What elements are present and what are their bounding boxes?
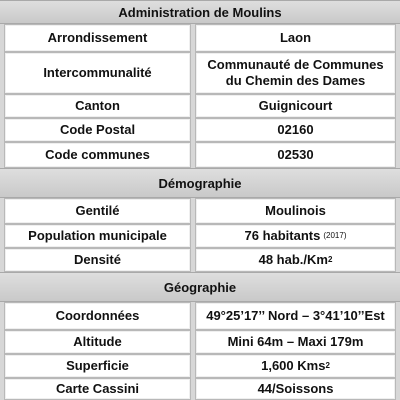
table-row — [0, 118, 400, 142]
row-value: 49°25’17’’ Nord – 3°41’10’’Est — [195, 302, 396, 330]
row-value — [195, 224, 396, 248]
row-label: Code communes — [4, 142, 191, 168]
row-label: Densité — [4, 248, 191, 272]
row-value: 48 hab./Km 2 — [195, 248, 396, 272]
density-value: 48 hab./Km — [258, 252, 328, 267]
row-label: Coordonnées — [4, 302, 191, 330]
row-value: 02530 — [195, 142, 396, 168]
row-label: Gentilé — [4, 198, 191, 224]
section-header-geographie — [0, 272, 400, 302]
value-line: du Chemin des Dames — [225, 73, 366, 88]
table-row — [0, 142, 400, 168]
table-row — [0, 224, 400, 248]
row-label: Code Postal — [4, 118, 191, 142]
row-value: Laon — [195, 24, 396, 52]
table-row — [0, 248, 400, 272]
section-title: Géographie — [163, 279, 237, 295]
table-row — [0, 24, 400, 52]
row-label: Canton — [4, 94, 191, 118]
section-title: Démographie — [158, 175, 242, 191]
table-row — [0, 52, 400, 94]
row-value: Guignicourt — [195, 94, 396, 118]
table-row — [0, 354, 400, 378]
row-label: Superficie — [4, 354, 191, 378]
row-label: Intercommunalité — [4, 52, 191, 94]
row-label: Carte Cassini — [4, 378, 191, 400]
table-row — [0, 198, 400, 224]
row-value: Mini 64m – Maxi 179m — [195, 330, 396, 354]
section-title: Administration de Moulins — [118, 4, 282, 20]
table-row — [0, 330, 400, 354]
row-label: Arrondissement — [4, 24, 191, 52]
row-label: Population municipale — [4, 224, 191, 248]
area-value: 1,600 Kms — [261, 358, 326, 373]
row-value: 44/Soissons — [195, 378, 396, 400]
table-row — [0, 94, 400, 118]
table-row — [0, 378, 400, 400]
row-value: Moulinois — [195, 198, 396, 224]
table-row — [0, 302, 400, 330]
row-value — [195, 52, 396, 94]
section-header-demographie — [0, 168, 400, 198]
section-header-administration — [0, 0, 400, 24]
row-value: 1,600 Kms 2 — [195, 354, 396, 378]
population-year: (2017) — [323, 231, 347, 240]
value-line: Communauté de Communes — [207, 57, 384, 72]
population-value: 76 habitants — [244, 228, 321, 243]
row-label: Altitude — [4, 330, 191, 354]
row-value: 02160 — [195, 118, 396, 142]
